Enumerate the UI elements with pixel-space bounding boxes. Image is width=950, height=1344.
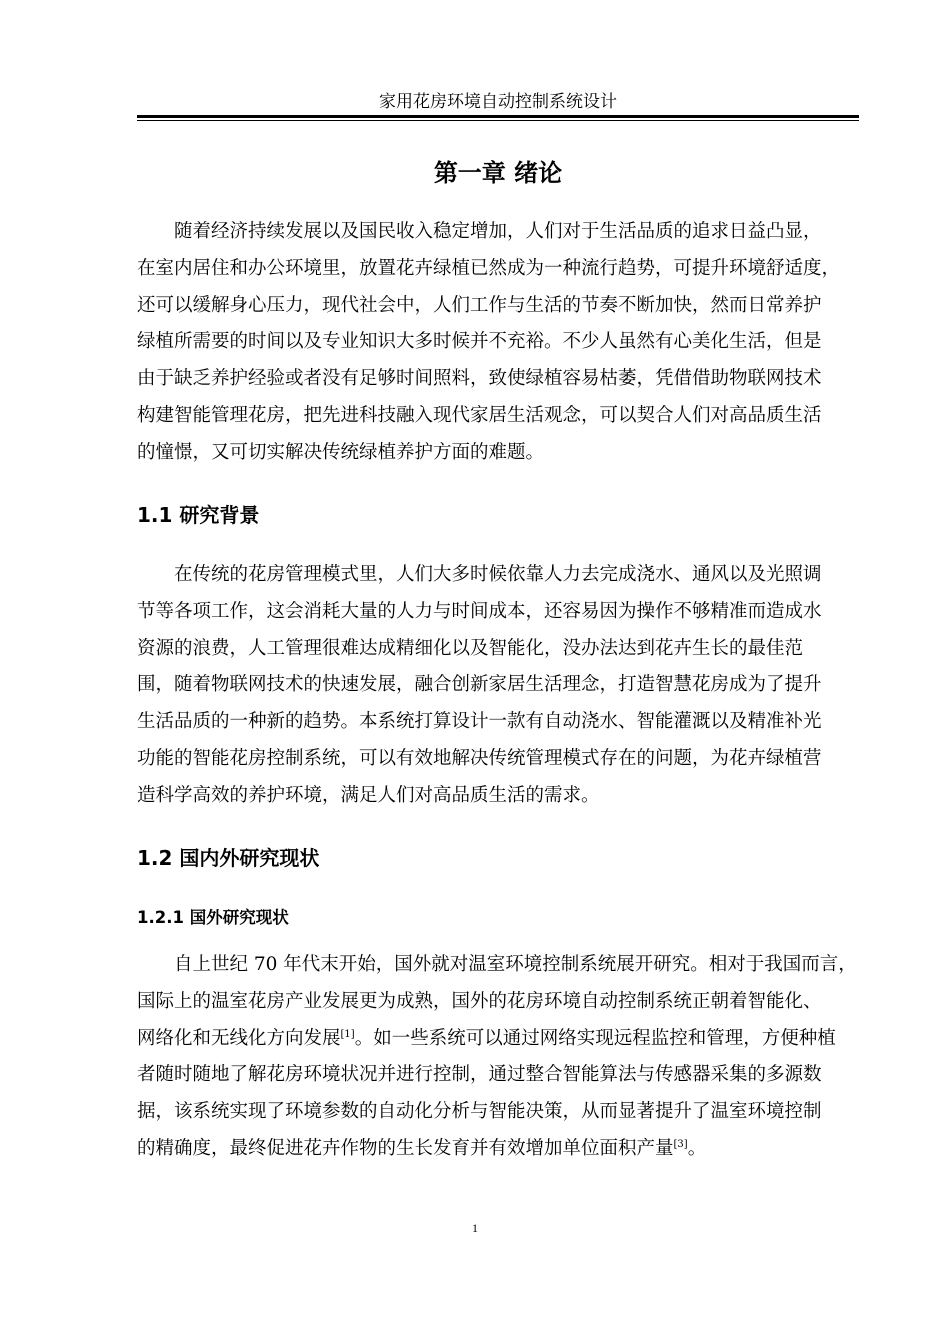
line-text: 。如一些系统可以通过网络实现远程监控和管理，方便种植: [354, 1027, 836, 1049]
line-text: 的精确度，最终促进花卉作物的生长发育并有效增加单位面积产量: [137, 1137, 674, 1159]
paragraph-line: 据，该系统实现了环境参数的自动化分析与智能决策，从而显著提升了温室环境控制: [137, 1101, 822, 1123]
line-text: 。: [687, 1137, 707, 1159]
paragraph-line: 者随时随地了解花房环境状况并进行控制，通过整合智能算法与传感器采集的多源数: [137, 1064, 822, 1086]
line-text: 网络化和无线化方向发展: [137, 1027, 341, 1049]
paragraph-line: 自上世纪 70 年代末开始，国外就对温室环境控制系统展开研究。相对于我国而言，: [174, 954, 857, 975]
paragraph-line: 在室内居住和办公环境里，放置花卉绿植已然成为一种流行趋势，可提升环境舒适度，: [137, 257, 841, 279]
header-rule-thick: [137, 115, 859, 118]
paragraph-line: 绿植所需要的时间以及专业知识大多时候并不充裕。不少人虽然有心美化生活，但是: [137, 331, 822, 353]
paragraph-line: 的憧憬，又可切实解决传统绿植养护方面的难题。: [137, 441, 545, 463]
paragraph-line: 构建智能管理花房，把先进科技融入现代家居生活观念，可以契合人们对高品质生活: [137, 404, 822, 426]
paragraph-line: [137, 1131, 859, 1168]
paragraph-line: 国际上的温室花房产业发展更为成熟，国外的花房环境自动控制系统正朝着智能化、: [137, 990, 822, 1012]
foreign-research-paragraph: [137, 947, 859, 1168]
running-header: 家用花房环境自动控制系统设计: [379, 92, 617, 112]
paragraph-line: 还可以缓解身心压力，现代社会中，人们工作与生活的节奏不断加快，然而日常养护: [137, 294, 822, 316]
paragraph-line: [137, 1021, 859, 1058]
section-heading-1-1: 1.1 研究背景: [137, 503, 260, 527]
citation-ref[interactable]: [3]: [673, 1138, 688, 1150]
paragraph-line: 资源的浪费，人工管理很难达成精细化以及智能化，没办法达到花卉生长的最佳范: [137, 637, 804, 659]
intro-paragraph: [137, 214, 859, 472]
citation-ref[interactable]: [1]: [340, 1028, 355, 1040]
section-heading-1-2-1: 1.2.1 国外研究现状: [137, 908, 289, 927]
section-heading-1-2: 1.2 国内外研究现状: [137, 846, 320, 870]
paragraph-line: 由于缺乏养护经验或者没有足够时间照料，致使绿植容易枯萎，凭借借助物联网技术: [137, 368, 822, 390]
paragraph-line: 随着经济持续发展以及国民收入稳定增加，人们对于生活品质的追求日益凸显，: [174, 221, 822, 242]
paragraph-line: 生活品质的一种新的趋势。本系统打算设计一款有自动浇水、智能灌溉以及精准补光: [137, 711, 822, 733]
paragraph-line: 在传统的花房管理模式里，人们大多时候依靠人力去完成浇水、通风以及光照调: [174, 564, 822, 585]
chapter-title: 第一章 绪论: [433, 159, 563, 187]
page-number: 1: [472, 1221, 478, 1235]
paragraph-line: 围，随着物联网技术的快速发展，融合创新家居生活理念，打造智慧花房成为了提升: [137, 674, 822, 696]
paragraph-line: 节等各项工作，这会消耗大量的人力与时间成本，还容易因为操作不够精准而造成水: [137, 600, 822, 622]
paragraph-line: 功能的智能花房控制系统，可以有效地解决传统管理模式存在的问题，为花卉绿植营: [137, 747, 822, 769]
background-paragraph: [137, 557, 859, 815]
paragraph-line: 造科学高效的养护环境，满足人们对高品质生活的需求。: [137, 784, 600, 806]
header-rule-thin: [137, 120, 859, 121]
